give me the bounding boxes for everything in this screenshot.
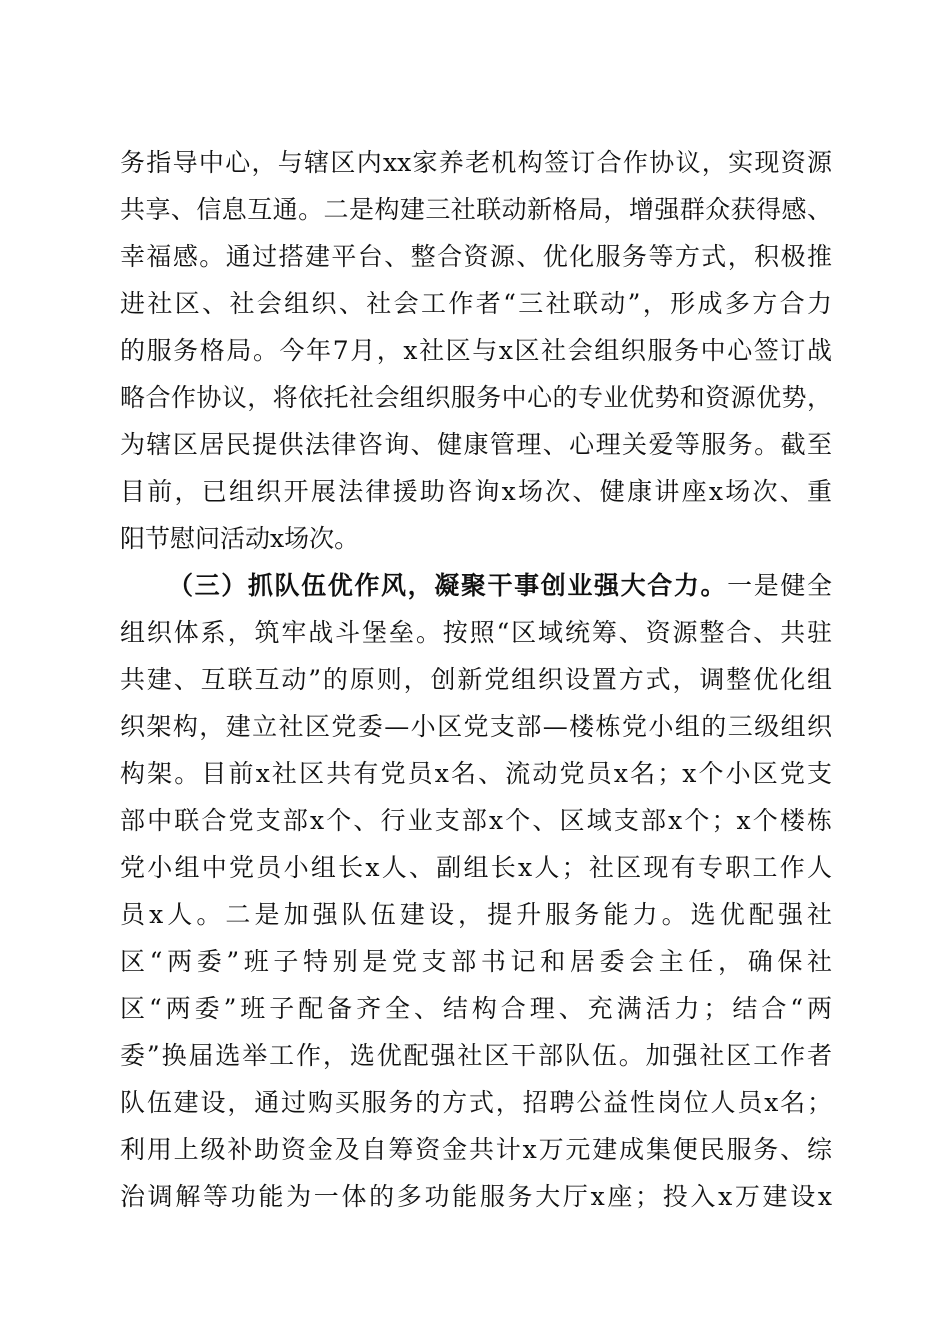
paragraph-line: 部中联合党支部x个、行业支部x个、区域支部x个；x个楼栋 [120, 806, 832, 835]
paragraph-line: 共享、信息互通。二是构建三社联动新格局，增强群众获得感、 [120, 195, 832, 224]
section-heading: （三）抓队伍优作风，凝聚干事创业强大合力。 [168, 571, 728, 600]
paragraph-line: 略合作协议，将依托社会组织服务中心的专业优势和资源优势， [120, 383, 832, 412]
paragraph-line: 委”换届选举工作，选优配强社区干部队伍。加强社区工作者 [120, 1041, 832, 1070]
paragraph-line: 党小组中党员小组长x人、副组长x人；社区现有专职工作人 [120, 853, 832, 882]
paragraph-line: 阳节慰问活动x场次。 [120, 524, 360, 553]
paragraph-line: 的服务格局。今年7月，x社区与x区社会组织服务中心签订战 [120, 336, 832, 365]
section-heading-line [168, 566, 832, 606]
paragraph-line: 目前，已组织开展法律援助咨询x场次、健康讲座x场次、重 [120, 477, 832, 506]
paragraph-line: 员x人。二是加强队伍建设，提升服务能力。选优配强社 [120, 900, 832, 929]
paragraph-line: 区“两委”班子特别是党支部书记和居委会主任，确保社 [120, 947, 832, 976]
paragraph-line: 幸福感。通过搭建平台、整合资源、优化服务等方式，积极推 [120, 242, 832, 271]
paragraph-line: 进社区、社会组织、社会工作者“三社联动”，形成多方合力 [120, 289, 832, 318]
paragraph-line: 组织体系，筑牢战斗堡垒。按照“区域统筹、资源整合、共驻 [120, 618, 832, 647]
paragraph-line: 共建、互联互动”的原则，创新党组织设置方式，调整优化组 [120, 665, 832, 694]
paragraph-line: 治调解等功能为一体的多功能服务大厅x座；投入x万建设x [120, 1182, 832, 1211]
paragraph-line: 为辖区居民提供法律咨询、健康管理、心理关爱等服务。截至 [120, 430, 832, 459]
paragraph-line: 务指导中心，与辖区内xx家养老机构签订合作协议，实现资源 [120, 148, 832, 177]
section-text: 一是健全 [727, 571, 832, 600]
paragraph-line: 区“两委”班子配备齐全、结构合理、充满活力；结合“两 [120, 994, 832, 1023]
paragraph-line: 利用上级补助资金及自筹资金共计x万元建成集便民服务、综 [120, 1135, 832, 1164]
paragraph-line: 队伍建设，通过购买服务的方式，招聘公益性岗位人员x名； [120, 1088, 832, 1117]
paragraph-line: 织架构，建立社区党委—小区党支部—楼栋党小组的三级组织 [120, 712, 832, 741]
paragraph-line: 构架。目前x社区共有党员x名、流动党员x名；x个小区党支 [120, 759, 832, 788]
